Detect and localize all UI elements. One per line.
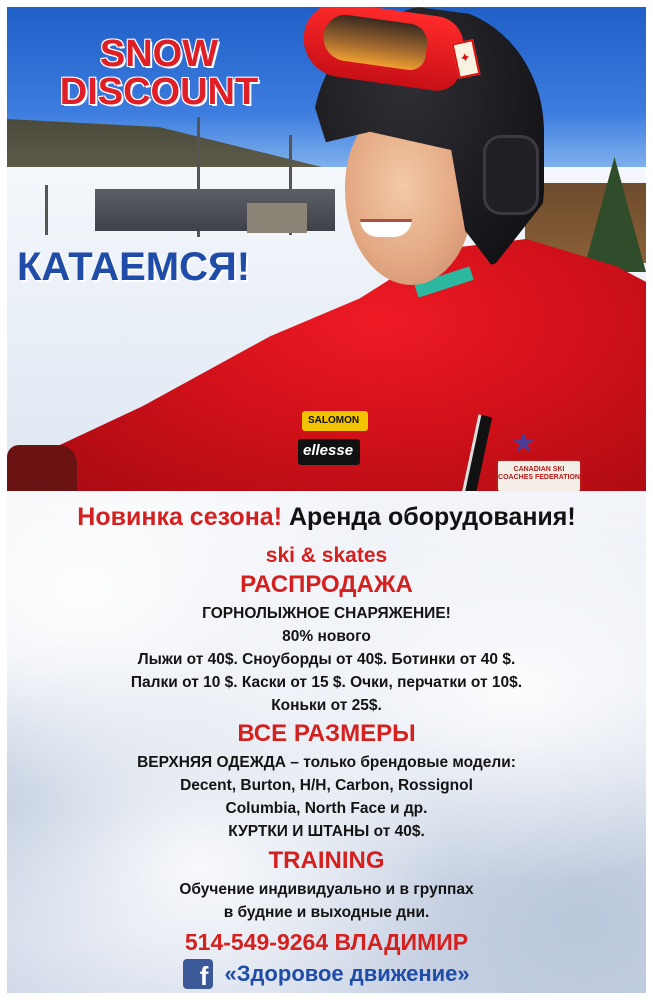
helmet-ear-pad (483, 135, 539, 215)
star-icon: ★ (511, 426, 537, 459)
headline-snow: SNOW (99, 33, 219, 75)
sale-heading: РАСПРОДАЖА (240, 571, 413, 598)
sizes-line: КУРТКИ И ШТАНЫ от 40$. (228, 823, 425, 840)
new-season-label: Новинка сезона! (77, 503, 283, 531)
facebook-page-name[interactable]: «Здоровое движение» (224, 961, 470, 986)
training-line: в будние и выходные дни. (223, 904, 430, 921)
facebook-link[interactable] (7, 959, 646, 993)
headline-discount: DISCOUNT (59, 71, 259, 113)
ellesse-logo: ellesse (298, 439, 360, 465)
rental-label: Аренда оборудования! (288, 503, 576, 531)
contact-phone[interactable]: 514-549-9264 ВЛАДИМИР (184, 929, 469, 955)
sale-line: Коньки от 25$. (271, 697, 382, 714)
training-heading: TRAINING (268, 847, 385, 874)
sizes-heading: ВСЕ РАЗМЕРЫ (237, 720, 416, 747)
snow-discount-headline (29, 35, 289, 111)
ski-lift-pole (45, 185, 48, 235)
info-panel (7, 491, 646, 993)
sale-line: ГОРНОЛЫЖНОЕ СНАРЯЖЕНИЕ! (202, 605, 451, 622)
ski-skates-heading: ski & skates (265, 544, 388, 567)
salomon-logo: SALOMON (302, 411, 368, 431)
training-line: Обучение индивидуально и в группах (179, 881, 474, 898)
headline-kataem: КАТАЕМСЯ! (17, 245, 251, 289)
hero-photo (7, 7, 646, 491)
skier-glove (7, 445, 77, 491)
sizes-line: Decent, Burton, H/H, Carbon, Rossignol (180, 777, 473, 794)
sizes-line: ВЕРХНЯЯ ОДЕЖДА – только брендовые модели: (137, 754, 516, 771)
sale-line: 80% нового (282, 628, 371, 645)
facebook-icon[interactable]: f (183, 959, 213, 989)
sale-line: Палки от 10 $. Каски от 15 $. Очки, перчатки от 10$. (130, 674, 523, 691)
sizes-line: Columbia, North Face и др. (225, 800, 428, 817)
ski-lodge-annex (247, 203, 307, 233)
season-line (7, 501, 646, 533)
ski-federation-badge: CANADIAN SKI COACHES FEDERATION (496, 459, 582, 491)
sale-line: Лыжи от 40$. Сноуборды от 40$. Ботинки от 40 $. (137, 651, 516, 668)
poster (7, 7, 646, 993)
